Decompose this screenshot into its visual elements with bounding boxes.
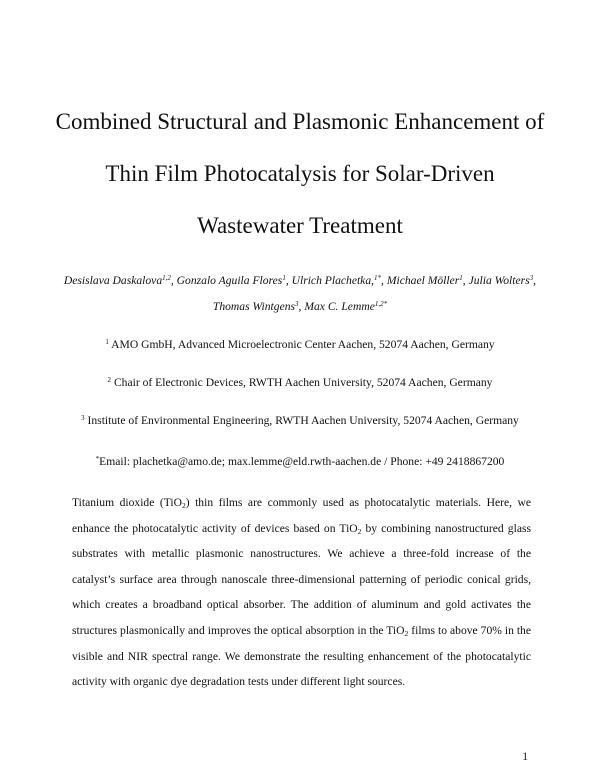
paper-title [40,96,560,252]
author-separator: , [533,274,537,287]
author-separator: , [285,274,292,287]
abstract-text: films to above 70% in the visible and NIR spectral range. We demonstrate the resulting enhancement of the photocatalytic activity with organic dye degradation tests under different light sources. [72,623,532,689]
author-separator: , [462,274,469,287]
affiliation-mark: 2 [107,376,112,384]
author-affiliation-mark: 3 [529,274,534,282]
affiliation-mark: 1 [105,338,109,346]
title-line-2: Thin Film Photocatalysis for Solar-Driven [105,161,495,186]
title-line-1: Combined Structural and Plasmonic Enhancement of [55,109,545,134]
author-separator: , [381,274,387,287]
author-name: Thomas Wintgens [212,300,296,313]
author-name: Michael Möller [386,274,460,287]
author-name: Julia Wolters [468,274,530,287]
affiliation-2 [40,376,560,390]
author-affiliation-mark: 3 [295,300,299,308]
author-name: Max C. Lemme [304,300,375,313]
affiliation-3 [40,414,560,428]
affiliation-text: Chair of Electronic Devices, RWTH Aachen University, 52074 Aachen, Germany [111,376,493,389]
corresponding-contact [40,455,560,469]
author-name: Gonzalo Aguila Flores [176,274,283,287]
author-separator: , [298,300,305,313]
author-list [60,268,540,320]
author-affiliation-mark: 1,2* [374,300,388,308]
affiliation-mark: 3 [81,414,85,422]
affiliation-text: AMO GmbH, Advanced Microelectronic Center Aachen, 52074 Aachen, Germany [108,338,495,351]
author-affiliation-mark: 1,2 [162,274,171,282]
author-affiliation-mark: 1 [459,274,463,282]
corresponding-mark: * [95,455,100,463]
contact-text: Email: plachetka@amo.de; max.lemme@eld.rwth-aachen.de / Phone: +49 2418867200 [99,455,505,468]
page-number: 1 [522,750,528,763]
subscript: 2 [181,501,186,510]
author-separator: , [170,274,177,287]
author-name: Ulrich Plachetka, [291,274,375,287]
affiliation-1 [40,338,560,352]
affiliation-text: Institute of Environmental Engineering, RWTH Aachen University, 52074 Aachen, Germany [84,414,519,427]
abstract-text: by combining nanostructured glass substrates with metallic plasmonic nanostructures. We achieve a three-fold increase of the catalyst’s surface area through nanoscale three-dimensional patterning of periodic conical grids, which creates a broadband optical absorber. The addition of aluminum and gold activates the structures plasmonically and improves the optical absorption in the TiO [72,521,531,637]
subscript: 2 [357,526,362,536]
abstract-text: Titanium dioxide (TiO [72,496,182,509]
author-affiliation-mark: 1* [374,274,382,282]
abstract [72,490,531,695]
author-affiliation-mark: 1 [282,274,286,282]
author-name: Desislava Daskalova [63,274,163,287]
subscript: 2 [404,628,409,638]
abstract-text: ) thin films are commonly used as photocatalytic materials. Here, we enhance the photocatalytic activity of devices based on TiO [72,496,532,535]
title-line-3: Wastewater Treatment [197,213,403,238]
